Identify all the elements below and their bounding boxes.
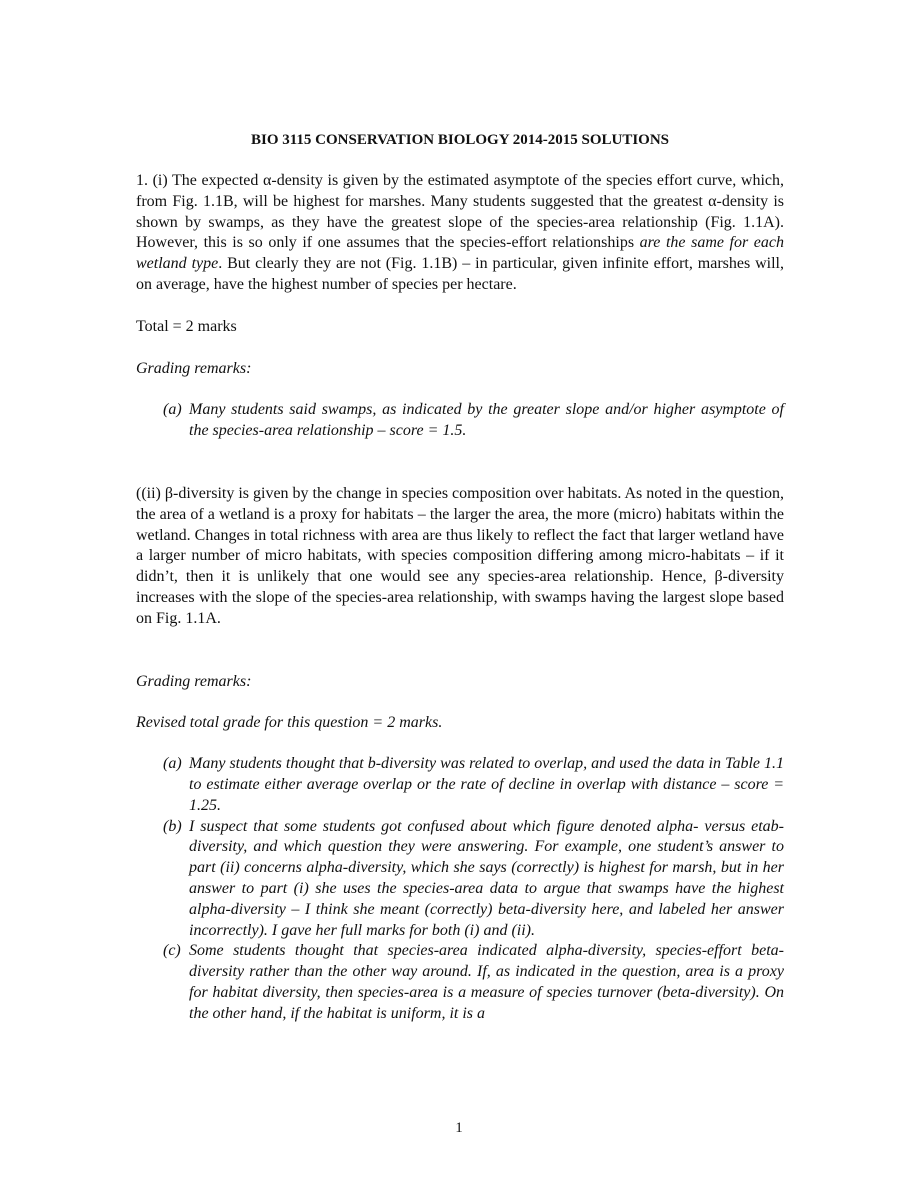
remark-marker: (b) (163, 817, 182, 835)
q1-part2-text: -diversity is given by the change in species composition over habitats. As noted in the question, the area of a wetland is a proxy for habitats – the larger the area, the more (micro) habitats within the wetland. Changes in total richness with area are thus likely to reflect the fact that larger wetland have a larger number of micro habitats, with species composition differing among micro-habitats – if it didn’t, then it is unlikely that one would see any species-area relationship. Hence, (136, 484, 785, 586)
q1-part1-text: -density is shown by swamps, as they have the greatest slope of the species-area relationship (Fig. 1.1A). However, this is so only if one assumes that the species-effort relationships (136, 192, 785, 252)
beta-symbol: β (714, 568, 723, 586)
grading-remark-item (136, 941, 784, 1024)
remark-marker: (a) (163, 755, 182, 773)
grading-remarks-list-2 (136, 754, 784, 1024)
q1-part2-text: -diversity increases with the slope of the species-area relationship, with swamps having the largest slope based on Fig. 1.1A. (136, 568, 784, 627)
q1-part2-paragraph (136, 484, 784, 630)
grading-remarks-list-1 (136, 400, 784, 442)
grading-remarks-heading: Grading remarks: (136, 672, 252, 690)
remark-text: Many students thought that b-diversity was related to overlap, and used the data in Table 1.1 to estimate either average overlap or the rate of decline in overlap with distance – score = 1.25. (189, 755, 784, 814)
revised-total-grade: Revised total grade for this question = 2 marks. (136, 714, 443, 732)
page-content (136, 130, 784, 1025)
grading-remark-item (136, 817, 784, 942)
q1-part1-text: . But clearly they are not (Fig. 1.1B) – in particular, given infinite effort, marshes will, on average, have the highest number of species per hectare. (136, 255, 784, 293)
q1-part1-text: -density is given by the estimated asymptote of the species effort curve, which, from Fig. 1.1B, will be highest for marshes. Many students suggested that the greatest (136, 172, 784, 210)
remark-text: Many students said swamps, as indicated by the greater slope and/or higher asymptote of the species-area relationship – score = 1.5. (189, 401, 784, 440)
grading-remarks-heading: Grading remarks: (136, 359, 252, 377)
remark-marker: (c) (163, 942, 181, 960)
page-title: BIO 3115 CONSERVATION BIOLOGY 2014-2015 SOLUTIONS (250, 132, 670, 148)
q1-part1-paragraph (136, 171, 784, 296)
page-number: 1 (455, 1120, 463, 1136)
total-marks: Total = 2 marks (136, 317, 237, 335)
grading-remark-item (136, 400, 784, 442)
remark-text: I suspect that some students got confused about which figure denoted alpha- versus etab-diversity, and which question they were answering. For example, one student’s answer to part (ii) concerns alpha-diversity, which she says (correctly) is highest for marsh, but in her answer to part (i) she uses the species-area data to argue that swamps have the highest alpha-diversity – I think she meant (correctly) beta-diversity here, and labeled her answer incorrectly). I gave her full marks for both (i) and (ii). (189, 817, 784, 939)
alpha-symbol: α (708, 192, 717, 210)
alpha-symbol: α (262, 172, 272, 189)
beta-symbol: β (164, 484, 174, 502)
remark-text: Some students thought that species-area indicated alpha-diversity, species-effort beta-diversity rather than the other way around. If, as indicated in the question, area is a proxy for habitat diversity, then species-area is a measure of species turnover (beta-diversity). On the other hand, if the habitat is uniform, it is a (189, 942, 784, 1022)
grading-remark-item (136, 754, 784, 816)
q1-part1-text: 1. (i) The expected (136, 172, 263, 189)
q1-part1-emphasis: are the same for each wetland type (136, 234, 784, 273)
q1-part2-text: ((ii) (136, 484, 165, 502)
remark-marker: (a) (163, 401, 182, 419)
